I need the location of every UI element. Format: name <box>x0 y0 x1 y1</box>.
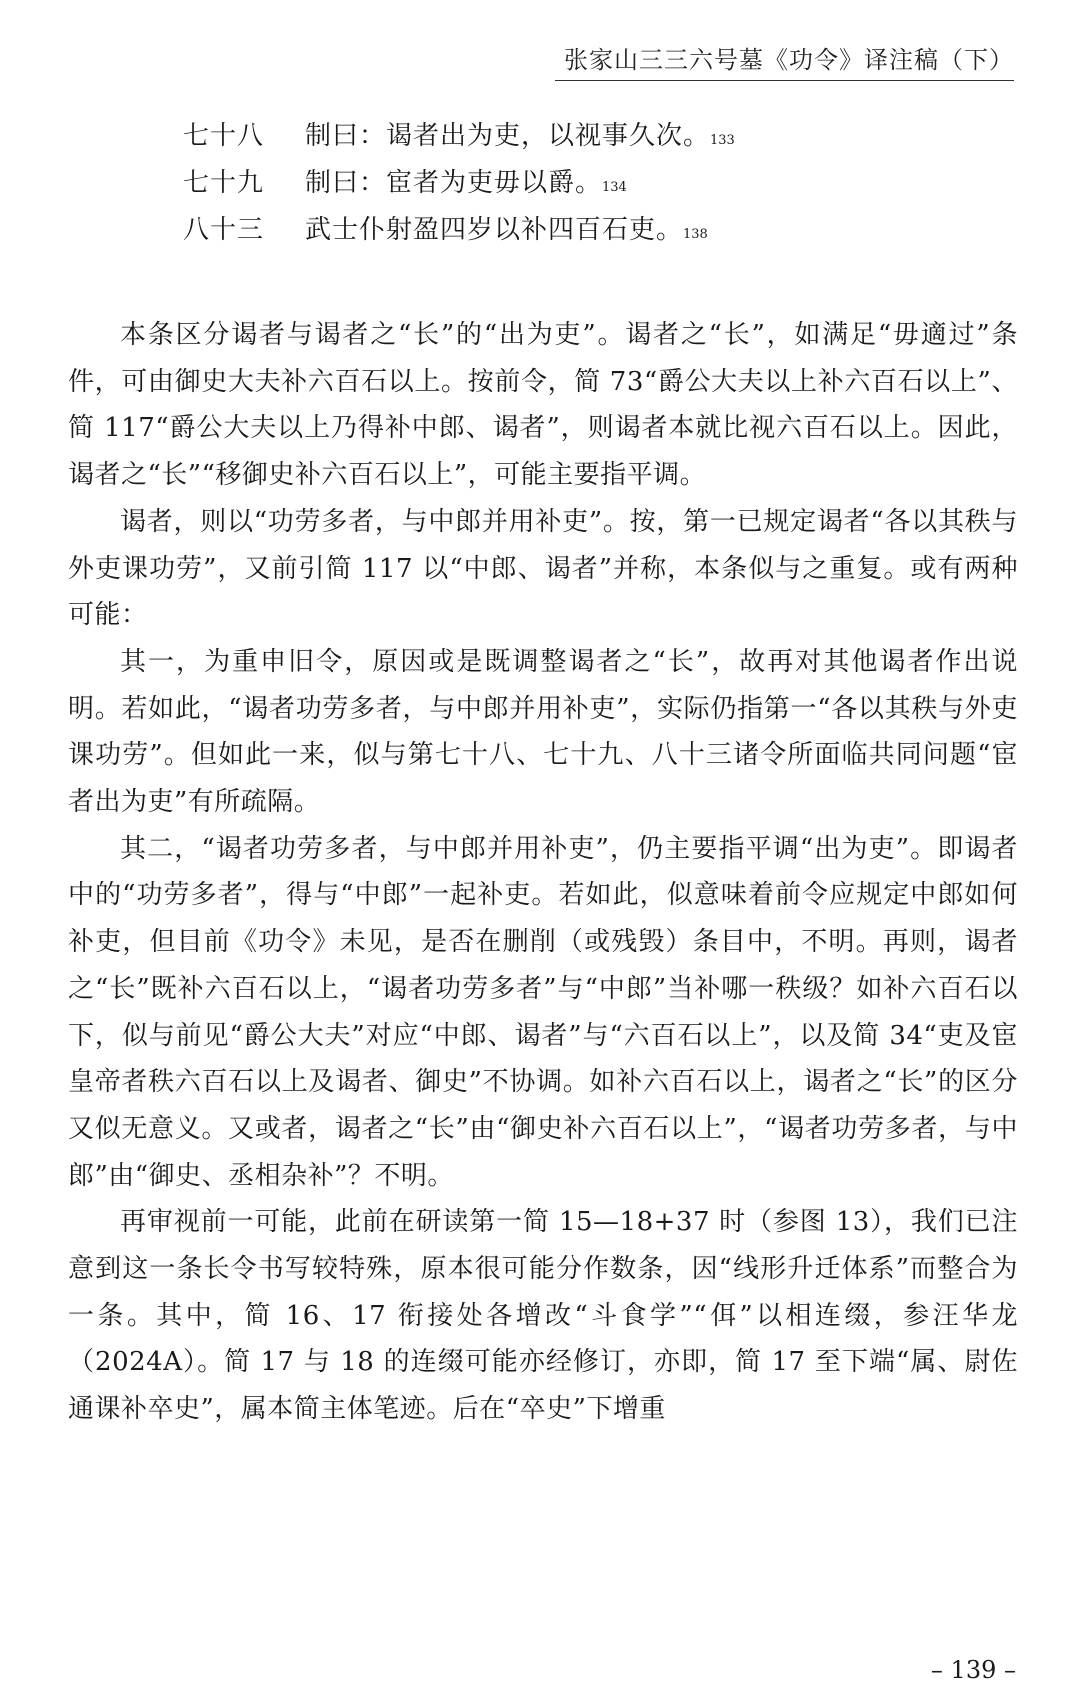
paragraph: 其一，为重申旧令，原因或是既调整谒者之“长”，故再对其他谒者作出说明。若如此，“谒者功劳多者，与中郎并用补吏”，实际仍指第一“各以其秩与外吏课功劳”。但如此一来，似与第七十八、七十九、八十三诸令所面临共同问题“宦者出为吏”有所疏隔。 <box>68 646 1018 818</box>
quoted-order-78 <box>183 113 983 160</box>
commentary-body <box>68 312 1018 1433</box>
order-number: 七十九 <box>183 168 265 198</box>
running-header: 张家山三三六号墓《功令》译注稿（下） <box>564 46 1014 74</box>
quoted-orders-block <box>183 113 983 254</box>
paragraph: 本条区分谒者与谒者之“长”的“出为吏”。谒者之“长”，如满足“毋適过”条件，可由御史大夫补六百石以上。按前令，简 73“爵公大夫以上补六百石以上”、简 117“爵公大夫以上乃得补中郎、谒者”，则谒者本就比视六百石以上。因此，谒者之“长”“移御史补六百石以上”，可能主要指平调。 <box>68 320 1018 491</box>
slip-number: 138 <box>683 227 708 242</box>
page-number: – 139 – <box>930 1656 1016 1684</box>
paragraph: 其二，“谒者功劳多者，与中郎并用补吏”，仍主要指平调“出为吏”。即谒者中的“功劳多者”，得与“中郎”一起补吏。若如此，似意味着前令应规定中郎如何补吏，但目前《功令》未见，是否在删削（或残毁）条目中，不明。再则，谒者之“长”既补六百石以上，“谒者功劳多者”与“中郎”当补哪一秩级？如补六百石以下，似与前见“爵公大夫”对应“中郎、谒者”与“六百石以上”，以及简 34“吏及宦皇帝者秩六百石以上及谒者、御史”不协调。如补六百石以上，谒者之“长”的区分又似无意义。又或者，谒者之“长”由“御史补六百石以上”，“谒者功劳多者，与中郎”由“御史、丞相杂补”？不明。 <box>68 833 1018 1191</box>
paragraph: 谒者，则以“功劳多者，与中郎并用补吏”。按，第一已规定谒者“各以其秩与外吏课功劳”，又前引简 117 以“中郎、谒者”并称，本条似与之重复。或有两种可能： <box>68 506 1018 631</box>
order-text: 武士仆射盈四岁以补四百石吏。 <box>305 215 684 245</box>
order-text: 制曰：宦者为吏毋以爵。 <box>305 168 603 198</box>
order-number: 七十八 <box>183 121 265 151</box>
header-rule <box>555 80 1014 81</box>
paragraph: 再审视前一可能，此前在研读第一简 15—18+37 时（参图 13），我们已注意到这一条长令书写较特殊，原本很可能分作数条，因“线形升迁体系”而整合为一条。其中，简 16、17 衔接处各增改“斗食学”“佴”以相连缀，参汪华龙（2024A）。简 17 与 18 的连缀可能亦经修订，亦即，简 17 至下端“属、尉佐通课补卒史”，属本简主体笔迹。后在“卒史”下增重 <box>68 1207 1018 1425</box>
order-text: 制曰：谒者出为吏，以视事久次。 <box>305 121 711 151</box>
slip-number: 134 <box>602 180 627 195</box>
quoted-order-79 <box>183 160 983 207</box>
quoted-order-83 <box>183 207 983 254</box>
slip-number: 133 <box>710 133 735 148</box>
order-number: 八十三 <box>183 215 265 245</box>
